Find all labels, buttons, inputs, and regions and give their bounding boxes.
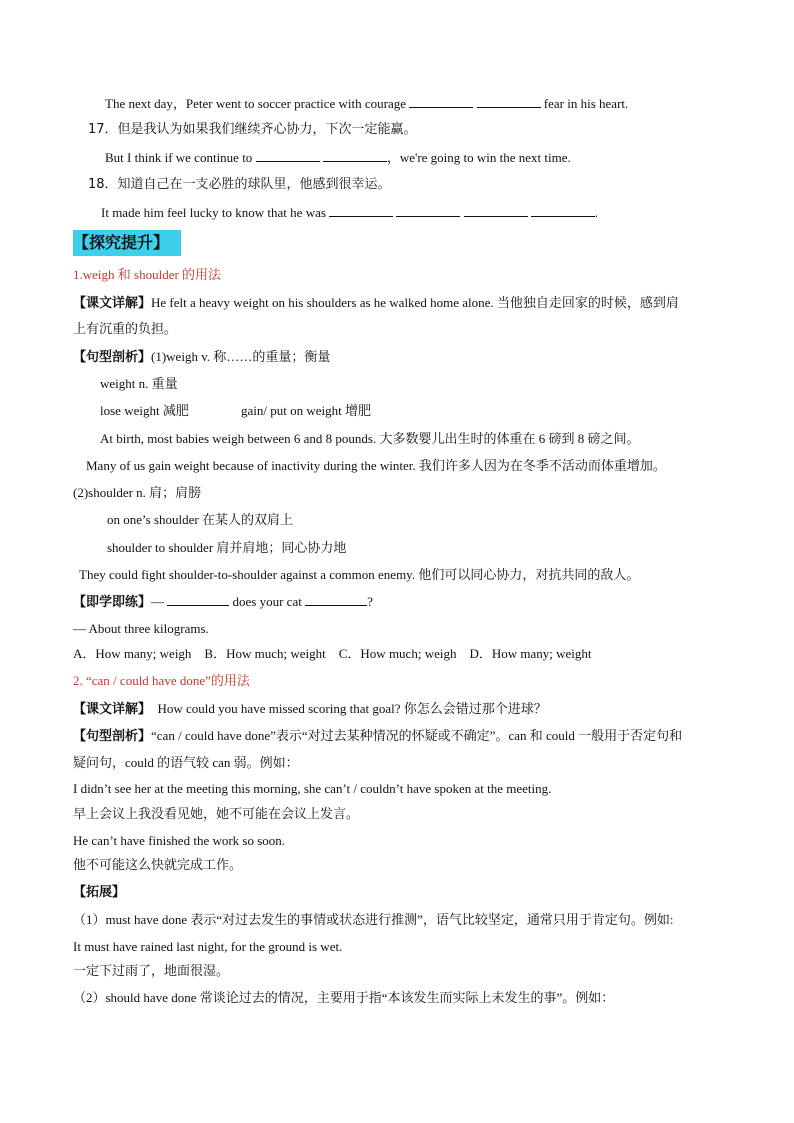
topic-1-text-explain: 【课文详解】He felt a heavy weight on his shoulders as he walked home alone. 当他独自走回家的时候，感到肩 — [73, 295, 679, 311]
practice-options: A．How many; weigh B．How much; weight C．How much; weigh D．How many; weight — [73, 646, 592, 661]
question-17: 17．但是我认为如果我们继续齐心协力，下次一定能赢。 — [88, 122, 417, 137]
answer-blank[interactable] — [305, 593, 367, 606]
weight-noun: weight n. 重量 — [100, 376, 178, 391]
example-cn-2: 他不可能这么快就完成工作。 — [73, 858, 243, 873]
topic-1-text-explain-cont: 上有沉重的负担。 — [73, 322, 178, 337]
on-shoulder: on one’s shoulder 在某人的双肩上 — [107, 512, 293, 527]
answer-blank[interactable] — [256, 149, 320, 162]
extension-1-example-cn: 一定下过雨了，地面很湿。 — [73, 964, 230, 979]
lose-weight: lose weight 减肥 — [100, 403, 189, 418]
extension-tag: 【拓展】 — [73, 885, 126, 900]
example-cn-1: 早上会议上我没看见她，她不可能在会议上发言。 — [73, 807, 360, 822]
topic-2-pattern: 【句型剖析】“can / could have done”表示“对过去某种情况的怀疑或不确定”。can 和 could 一般用于否定句和 — [73, 728, 683, 744]
example-1: At birth, most babies weigh between 6 and 8 pounds. 大多数婴儿出生时的体重在 6 磅到 8 磅之间。 — [100, 431, 640, 446]
answer-blank[interactable] — [167, 593, 229, 606]
answer-blank[interactable] — [323, 149, 387, 162]
answer-blank[interactable] — [329, 204, 393, 217]
answer-blank[interactable] — [477, 95, 541, 108]
example-en-2: He can’t have finished the work so soon. — [73, 833, 286, 848]
question-18: 18．知道自己在一支必胜的球队里，他感到很幸运。 — [88, 177, 391, 192]
section-title: 【探究提升】 — [73, 230, 181, 256]
example-2: Many of us gain weight because of inactivity during the winter. 我们许多人因为在冬季不活动而体重增加。 — [86, 458, 666, 473]
sentence-18-english: It made him feel lucky to know that he was . — [101, 205, 599, 220]
extension-1: （1）must have done 表示“对过去发生的事情或状态进行推测”，语气比较坚定，通常只用于肯定句。例如: — [73, 912, 674, 927]
example-en-1: I didn’t see her at the meeting this morning, she can’t / couldn’t have spoken at the meeting. — [73, 781, 552, 796]
extension-1-example-en: It must have rained last night, for the ground is wet. — [73, 939, 343, 954]
sentence-17-english: But I think if we continue to ，we're going to win the next time. — [105, 150, 571, 165]
topic-1-heading: 1.weigh 和 shoulder 的用法 — [73, 267, 222, 282]
answer-blank[interactable] — [409, 95, 473, 108]
topic-1-pattern: 【句型剖析】(1)weigh v. 称……的重量；衡量 — [73, 349, 331, 365]
answer-blank[interactable] — [396, 204, 460, 217]
answer-blank[interactable] — [464, 204, 528, 217]
example-3: They could fight shoulder-to-shoulder against a common enemy. 他们可以同心协力，对抗共同的敌人。 — [79, 567, 640, 582]
practice-answer: — About three kilograms. — [73, 621, 209, 636]
sentence-16-english: The next day，Peter went to soccer practice with courage fear in his heart. — [105, 96, 629, 111]
shoulder-to-shoulder: shoulder to shoulder 肩并肩地；同心协力地 — [107, 540, 347, 555]
topic-2-pattern-cont: 疑问句，could 的语气较 can 弱。例如： — [73, 755, 299, 770]
practice-question: 【即学即练】— does your cat ? — [73, 594, 373, 610]
answer-blank[interactable] — [531, 204, 595, 217]
extension-2: （2）should have done 常谈论过去的情况，主要用于指“本该发生而实际上未发生的事”。例如： — [73, 990, 615, 1005]
topic-2-heading: 2. “can / could have done”的用法 — [73, 673, 250, 688]
gain-weight: gain/ put on weight 增肥 — [241, 403, 371, 418]
shoulder-noun: (2)shoulder n. 肩；肩膀 — [73, 485, 202, 500]
topic-2-text-explain: 【课文详解】 How could you have missed scoring that goal? 你怎么会错过那个进球？ — [73, 701, 547, 717]
